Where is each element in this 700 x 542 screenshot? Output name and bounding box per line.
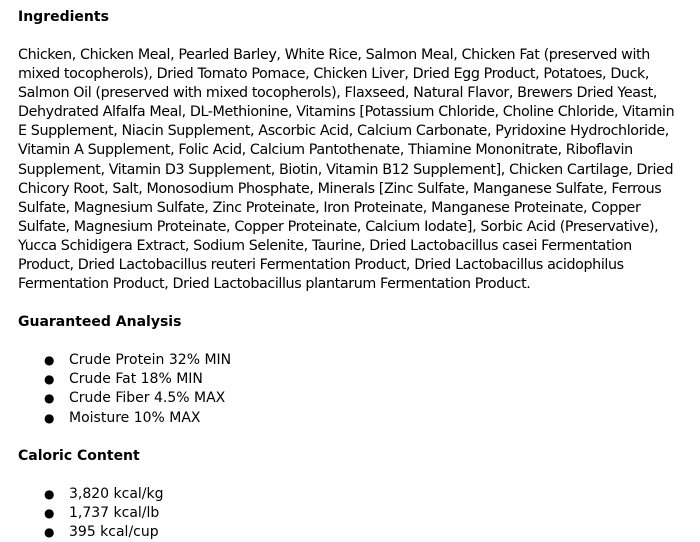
bullet-icon: ● bbox=[44, 524, 55, 539]
analysis-item-text: Moisture 10% MAX bbox=[69, 409, 201, 426]
bullet-icon: ● bbox=[44, 353, 55, 368]
ingredients-heading: Ingredients bbox=[18, 9, 109, 25]
caloric-item-text: 3,820 kcal/kg bbox=[69, 485, 164, 502]
list-item bbox=[18, 409, 688, 428]
analysis-item-text: Crude Fiber 4.5% MAX bbox=[69, 390, 226, 407]
spacer bbox=[18, 428, 688, 447]
guaranteed-analysis-list bbox=[18, 351, 688, 427]
caloric-content-list bbox=[18, 485, 688, 542]
bullet-icon: ● bbox=[44, 410, 55, 425]
caloric-item-text: 1,737 kcal/lb bbox=[69, 504, 160, 521]
spacer bbox=[18, 332, 688, 351]
spacer bbox=[18, 27, 688, 46]
product-info-document bbox=[18, 8, 688, 542]
bullet-icon: ● bbox=[44, 505, 55, 520]
list-item bbox=[18, 485, 688, 504]
list-item bbox=[18, 389, 688, 408]
list-item bbox=[18, 370, 688, 389]
list-item bbox=[18, 523, 688, 542]
caloric-item-text: 395 kcal/cup bbox=[69, 523, 159, 540]
bullet-icon: ● bbox=[44, 372, 55, 387]
analysis-item-text: Crude Protein 32% MIN bbox=[69, 352, 232, 369]
caloric-content-heading: Caloric Content bbox=[18, 447, 140, 464]
bullet-icon: ● bbox=[44, 486, 55, 501]
list-item bbox=[18, 504, 688, 523]
analysis-item-text: Crude Fat 18% MIN bbox=[69, 371, 203, 388]
bullet-icon: ● bbox=[44, 391, 55, 406]
ingredients-list-text: Chicken, Chicken Meal, Pearled Barley, White Rice, Salmon Meal, Chicken Fat (preserved with mixed tocopherols), Dried Tomato Pomace, Chicken Liver, Dried Egg Product, Potatoes, Duck, Salmon Oil (preserved with mixed tocopherols), Flaxseed, Natural Flavor, Brewers Dried Yeast, Dehydrated Alfalfa Meal, DL-Methionine, Vitamins [Potassium Chloride, Choline Chloride, Vitamin E Supplement, Niacin Supplement, Ascorbic Acid, Calcium Carbonate, Pyridoxine Hydrochloride, Vitamin A Supplement, Folic Acid, Calcium Pantothenate, Thiamine Mononitrate, Riboflavin Supplement, Vitamin D3 Supplement, Biotin, Vitamin B12 Supplement], Chicken Cartilage, Dried Chicory Root, Salt, Monosodium Phosphate, Minerals [Zinc Sulfate, Manganese Sulfate, Ferrous Sulfate, Magnesium Sulfate, Zinc Proteinate, Iron Proteinate, Manganese Proteinate, Copper Sulfate, Magnesium Proteinate, Copper Proteinate, Calcium Iodate], Sorbic Acid (Preservative), Yucca Schidigera Extract, Sodium Selenite, Taurine, Dried Lactobacillus casei Fermentation Product, Dried Lactobacillus reuteri Fermentation Product, Dried Lactobacillus acidophilus Fermentation Product, Dried Lactobacillus plantarum Fermentation Product. bbox=[18, 47, 675, 293]
list-item bbox=[18, 351, 688, 370]
spacer bbox=[18, 294, 688, 313]
guaranteed-analysis-heading: Guaranteed Analysis bbox=[18, 314, 182, 331]
spacer bbox=[18, 466, 688, 485]
